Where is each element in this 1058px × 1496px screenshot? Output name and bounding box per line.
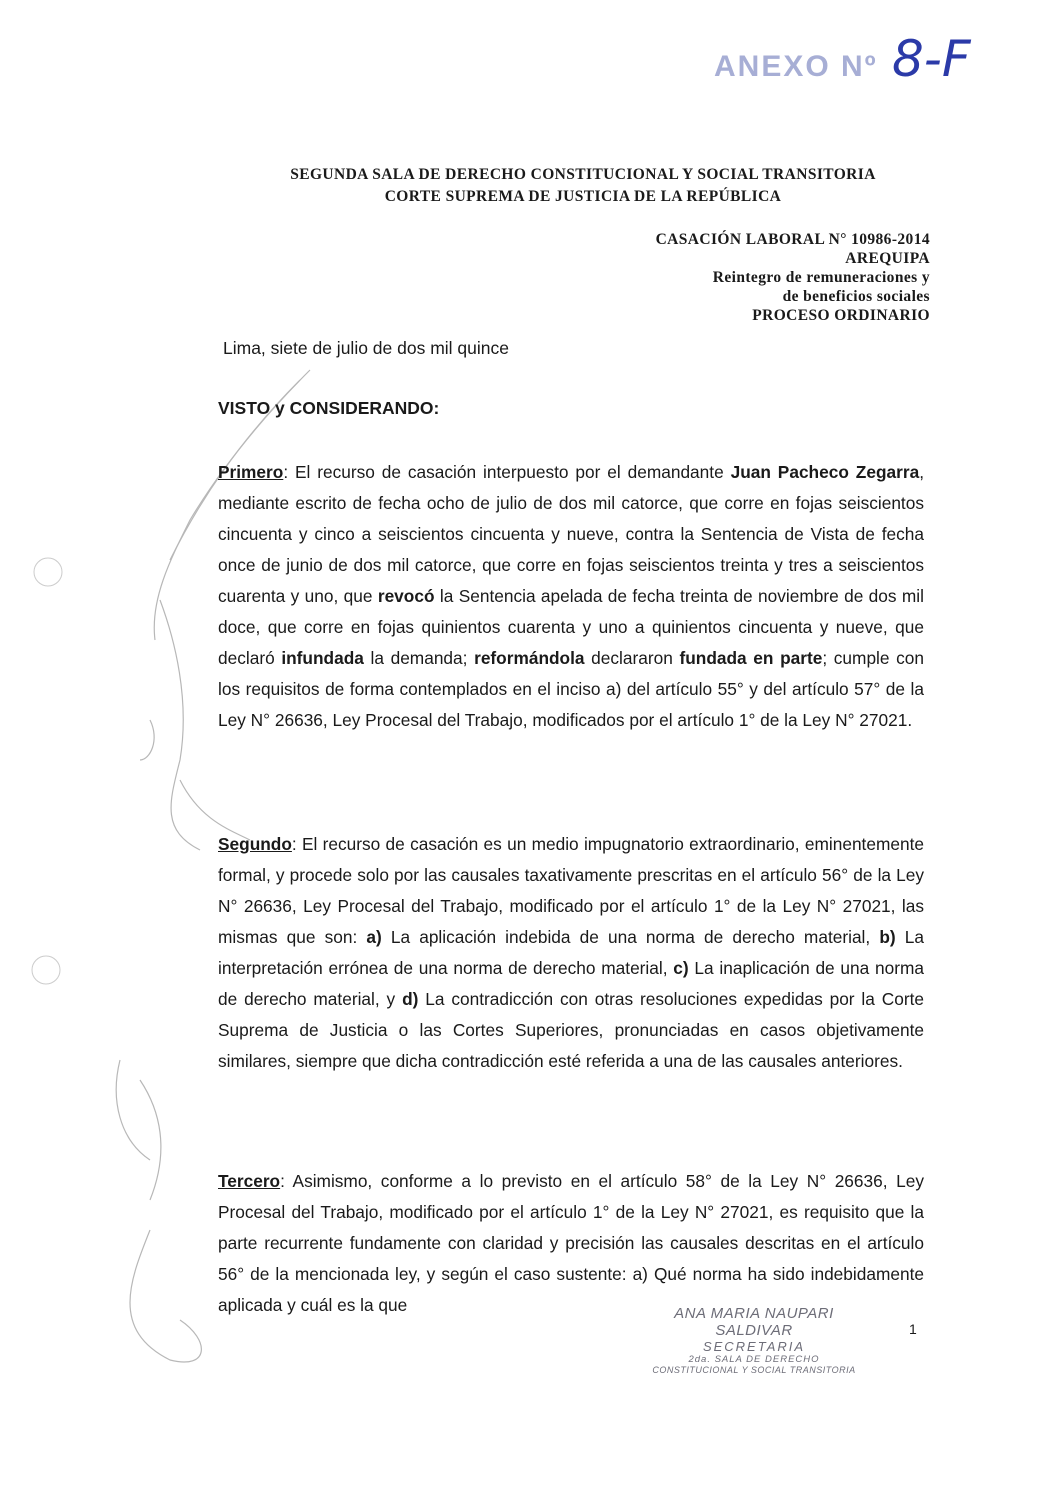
annex-stamp: ANEXO Nº: [714, 50, 878, 83]
signature-unit-line2: CONSTITUCIONAL Y SOCIAL TRANSITORIA: [652, 1365, 856, 1375]
paragraph-head: Tercero: [218, 1171, 281, 1191]
case-subject-line1: Reintegro de remuneraciones y: [712, 269, 930, 286]
case-info: [656, 230, 930, 325]
page-number: 1: [909, 1321, 917, 1337]
court-header: [238, 164, 928, 208]
paragraph-head: Primero: [218, 462, 284, 482]
secretary-signature-stamp: [634, 1305, 874, 1375]
date-line: Lima, siete de julio de dos mil quince: [223, 338, 509, 358]
case-subject-line2: de beneficios sociales: [782, 288, 930, 305]
court-header-line1: SEGUNDA SALA DE DERECHO CONSTITUCIONAL Y SOCIAL TRANSITORIA: [290, 166, 876, 183]
annex-number-handwritten: 8-F: [892, 30, 971, 88]
case-process: PROCESO ORDINARIO: [752, 307, 930, 324]
signature-role: SECRETARIA: [702, 1339, 806, 1354]
court-header-line2: CORTE SUPREMA DE JUSTICIA DE LA REPÚBLICA: [384, 188, 782, 205]
case-place: AREQUIPA: [845, 250, 930, 267]
case-number: CASACIÓN LABORAL N° 10986-2014: [655, 231, 930, 248]
signature-name: ANA MARIA NAUPARI SALDIVAR: [674, 1305, 834, 1339]
visto-heading: VISTO y CONSIDERANDO:: [218, 398, 440, 418]
signature-unit-line1: 2da. SALA DE DERECHO: [688, 1354, 820, 1365]
paragraph-head: Segundo: [218, 834, 292, 854]
paragraph-primero: Primero: El recurso de casación interpuesto por el demandante Juan Pacheco Zegarra, mediante escrito de fecha ocho de julio de dos mil catorce, que corre en fojas seiscientos cincuenta y cinco a seiscientos cincuenta y nueve, contra la Sentencia de Vista de fecha once de junio de dos mil catorce, que corre en fojas seiscientos treinta y tres a seiscientos cuarenta y uno, que revocó la Sentencia apelada de fecha treinta de noviembre de dos mil doce, que corre en fojas quinientos cuarenta y uno a quinientos cincuenta y nueve, que declaró infundada la demanda; reformándola declararon fundada en parte; cumple con los requisitos de forma contemplados en el inciso a) del artículo 55° y del artículo 57° de la Ley N° 26636, Ley Procesal del Trabajo, modificados por el artículo 1° de la Ley N° 27021.: [218, 462, 924, 730]
paragraph-tercero: Tercero: Asimismo, conforme a lo previsto en el artículo 58° de la Ley N° 26636, Ley Procesal del Trabajo, modificado por el artículo 1° de la Ley N° 27021, es requisito que la parte recurrente fundamente con claridad y precisión las causales descritas en el artículo 56° de la mencionada ley, y según el caso sustente: a) Qué norma ha sido indebidamente aplicada y cuál es la que: [218, 1171, 924, 1315]
paragraph-segundo: Segundo: El recurso de casación es un medio impugnatorio extraordinario, eminentemente formal, y procede solo por las causales taxativamente prescritas en el artículo 56° de la Ley N° 26636, Ley Procesal del Trabajo, modificado por el artículo 1° de la Ley N° 27021, las mismas que son: a) La aplicación indebida de una norma de derecho material, b) La interpretación errónea de una norma de derecho material, c) La inaplicación de una norma de derecho material, y d) La contradicción con otras resoluciones expedidas por la Corte Suprema de Justicia o las Cortes Superiores, pronunciadas en casos objetivamente similares, siempre que dicha contradicción esté referida a una de las causales anteriores.: [218, 834, 925, 1071]
